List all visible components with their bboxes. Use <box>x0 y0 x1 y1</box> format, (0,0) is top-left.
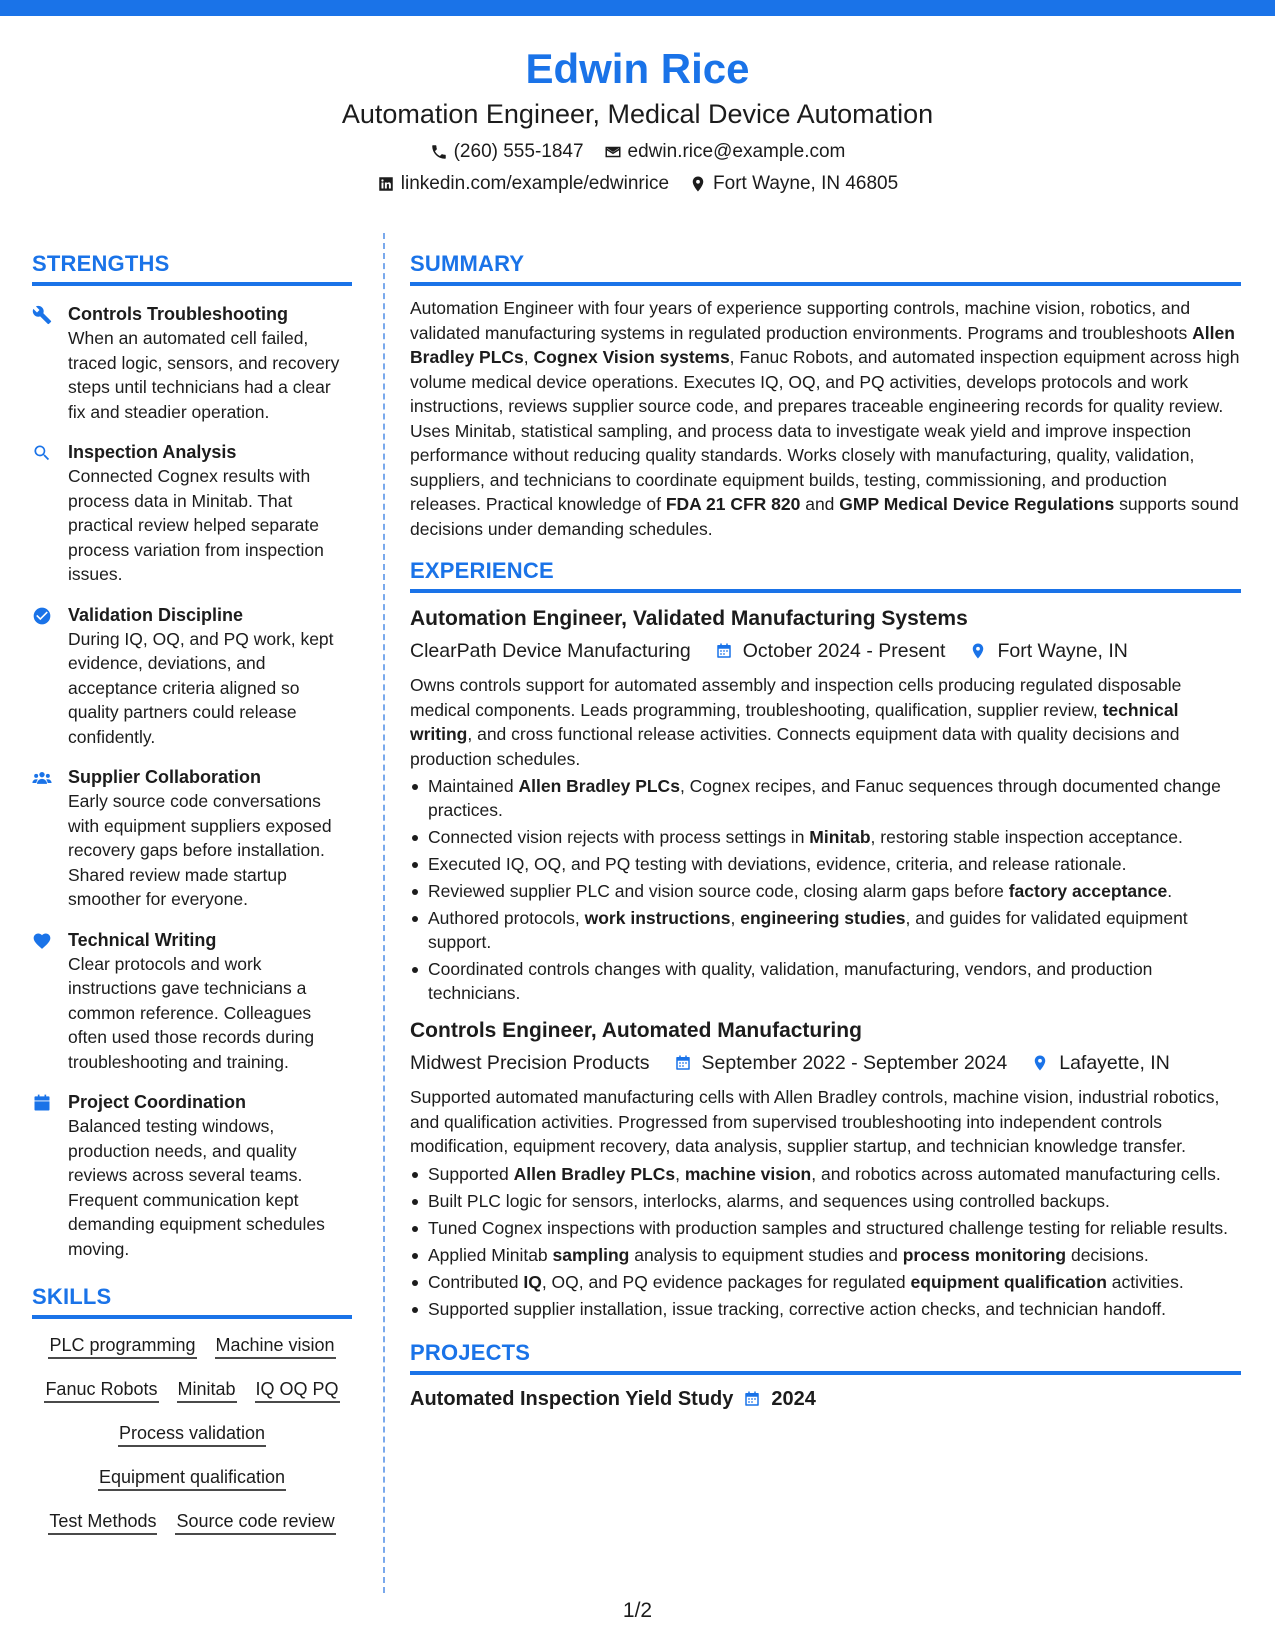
strength-item <box>32 603 352 750</box>
strength-text: When an automated cell failed, traced logic, sensors, and recovery steps until technicians had a clear fix and steadier operation. <box>68 328 340 422</box>
heart-icon <box>32 931 52 951</box>
map-pin-icon <box>969 642 987 660</box>
skill-tag: IQ OQ PQ <box>255 1377 340 1403</box>
phone-contact <box>430 140 584 164</box>
calendar-icon <box>715 642 733 660</box>
strength-title: Technical Writing <box>68 929 217 950</box>
skill-tag: Fanuc Robots <box>44 1377 158 1403</box>
strength-title: Controls Troubleshooting <box>68 304 288 324</box>
job-dates: October 2024 - Present <box>742 640 946 662</box>
job-bullet: Authored protocols, work instructions, engineering studies, and guides for validated equipment support. <box>410 906 1241 954</box>
left-column <box>32 250 352 1553</box>
strength-title: Project Coordination <box>68 1092 247 1112</box>
job-bullets <box>410 1162 1241 1321</box>
project-title: Automated Inspection Yield Study <box>410 1387 734 1410</box>
skills-rule <box>32 1315 352 1319</box>
strengths-list <box>32 302 352 1261</box>
column-divider <box>383 233 385 1593</box>
job-bullet: Supported Allen Bradley PLCs, machine vision, and robotics across automated manufacturing cells. <box>410 1162 1241 1186</box>
projects-rule <box>410 1371 1241 1375</box>
job-bullet: Tuned Cognex inspections with production samples and structured challenge testing for reliable results. <box>410 1216 1241 1240</box>
candidate-name: Edwin Rice <box>525 45 750 92</box>
job-company: ClearPath Device Manufacturing <box>410 640 691 662</box>
job-title: Controls Engineer, Automated Manufacturing <box>410 1019 862 1042</box>
resume-header <box>0 44 1275 196</box>
phone-icon <box>430 143 448 161</box>
contact-row-1 <box>0 140 1275 164</box>
skill-tag: Process validation <box>118 1421 266 1447</box>
strength-item <box>32 928 352 1075</box>
summary-rule <box>410 282 1241 286</box>
experience-rule <box>410 589 1241 593</box>
strength-text: Early source code conversations with equipment suppliers exposed recovery gaps before installation. Shared review made startup smoother for everyone. <box>68 791 332 909</box>
job-bullet: Reviewed supplier PLC and vision source code, closing alarm gaps before factory acceptance. <box>410 879 1241 903</box>
skill-tag: Source code review <box>175 1509 335 1535</box>
skill-row <box>32 1509 352 1535</box>
job-description: Supported automated manufacturing cells with Allen Bradley controls, machine vision, industrial robotics, and qualification activities. Progressed from supervised troubleshooting into independent controls modification, equipment recovery, data analysis, supplier startup, and technician knowledge transfer. <box>410 1087 1220 1156</box>
location-contact <box>689 172 898 196</box>
strength-text: During IQ, OQ, and PQ work, kept evidence, deviations, and acceptance criteria aligned so quality partners could release confidently. <box>68 628 334 747</box>
skill-tag: Test Methods <box>48 1509 157 1535</box>
summary-heading: SUMMARY <box>410 251 525 276</box>
location-text: Fort Wayne, IN 46805 <box>713 173 899 194</box>
envelope-icon <box>604 143 622 161</box>
strength-item <box>32 302 352 424</box>
check-circle-icon <box>32 606 52 626</box>
skill-tag: Equipment qualification <box>98 1465 286 1491</box>
email-text[interactable]: edwin.rice@example.com <box>627 141 846 162</box>
job-location: Lafayette, IN <box>1059 1052 1170 1074</box>
strengths-heading: STRENGTHS <box>32 251 170 276</box>
search-icon <box>32 443 52 463</box>
linkedin-icon <box>377 175 395 193</box>
contact-row-2 <box>0 172 1275 196</box>
skill-tag: Minitab <box>177 1377 237 1403</box>
users-icon <box>32 768 52 788</box>
strength-text: Connected Cognex results with process data in Minitab. That practical review helped separate process variation from inspection issues. <box>68 466 324 584</box>
calendar-icon <box>32 1093 52 1113</box>
strength-item <box>32 440 352 587</box>
candidate-title: Automation Engineer, Medical Device Automation <box>341 99 934 129</box>
job-entry <box>410 1017 1241 1321</box>
job-bullet: Built PLC logic for sensors, interlocks, alarms, and sequences using controlled backups. <box>410 1189 1241 1213</box>
job-bullet: Coordinated controls changes with quality, validation, manufacturing, vendors, and production technicians. <box>410 957 1241 1005</box>
strength-title: Inspection Analysis <box>68 442 237 462</box>
job-bullet: Applied Minitab sampling analysis to equipment studies and process monitoring decisions. <box>410 1243 1241 1267</box>
calendar-icon <box>674 1054 692 1072</box>
experience-heading: EXPERIENCE <box>410 558 554 583</box>
top-accent-bar <box>0 0 1275 16</box>
project-entry <box>410 1385 1241 1413</box>
job-bullet: Maintained Allen Bradley PLCs, Cognex recipes, and Fanuc sequences through documented change practices. <box>410 774 1241 822</box>
linkedin-contact[interactable] <box>377 172 669 196</box>
page-number: 1/2 <box>622 1599 653 1622</box>
skills-heading: SKILLS <box>32 1284 112 1309</box>
job-meta <box>410 1049 1241 1077</box>
job-location: Fort Wayne, IN <box>997 640 1128 662</box>
skill-row <box>32 1333 352 1359</box>
skill-row <box>32 1465 352 1491</box>
job-bullet: Supported supplier installation, issue tracking, corrective action checks, and technician handoff. <box>410 1297 1241 1321</box>
job-entry <box>410 605 1241 1005</box>
strength-item <box>32 765 352 912</box>
job-dates: September 2022 - September 2024 <box>701 1052 1008 1074</box>
projects-heading: PROJECTS <box>410 1339 531 1365</box>
job-company: Midwest Precision Products <box>410 1052 650 1074</box>
strength-item <box>32 1090 352 1261</box>
strength-text: Balanced testing windows, production needs, and quality reviews across several teams. Frequent communication kept demanding equipment schedules moving. <box>68 1116 325 1259</box>
job-title: Automation Engineer, Validated Manufacturing Systems <box>410 607 968 630</box>
skill-tag: Machine vision <box>215 1333 336 1359</box>
skills-list <box>32 1333 352 1535</box>
job-meta <box>410 637 1241 665</box>
map-pin-icon <box>689 175 707 193</box>
job-bullet: Contributed IQ, OQ, and PQ evidence packages for regulated equipment qualification activities. <box>410 1270 1241 1294</box>
skill-row <box>32 1377 352 1403</box>
email-contact[interactable] <box>604 140 846 164</box>
strength-text: Clear protocols and work instructions gave technicians a common reference. Colleagues often used those records during troubleshooting and training. <box>68 953 315 1072</box>
job-bullet: Executed IQ, OQ, and PQ testing with deviations, evidence, criteria, and release rationale. <box>410 852 1241 876</box>
job-description: Owns controls support for automated assembly and inspection cells producing regulated disposable medical components. Leads programming, troubleshooting, qualification, supplier review, technical writing, and cross functional release activities. Connects equipment data with quality decisions and production schedules. <box>410 675 1182 769</box>
strength-title: Validation Discipline <box>68 604 244 625</box>
skill-row <box>32 1421 352 1447</box>
strength-title: Supplier Collaboration <box>68 767 262 787</box>
summary-text: Automation Engineer with four years of experience supporting controls, machine vision, robotics, and validated manufacturing systems in regulated production environments. Programs and troubleshoots Allen Bradley PLCs, Cognex Vision systems, Fanuc Robots, and automated inspection equipment across high volume medical device operations. Executes IQ, OQ, and PQ activities, develops protocols and work instructions, reviews supplier source code, and prepares traceable engineering records for quality review. Uses Minitab, statistical sampling, and process data to investigate weak yield and improve inspection performance without reducing quality standards. Works closely with manufacturing, quality, validation, suppliers, and technicians to coordinate equipment builds, testing, commissioning, and production releases. Practical knowledge of FDA 21 CFR 820 and GMP Medical Device Regulations supports sound decisions under demanding schedules. <box>410 298 1240 539</box>
project-date: 2024 <box>771 1387 816 1410</box>
map-pin-icon <box>1031 1054 1049 1072</box>
calendar-icon <box>743 1390 761 1408</box>
phone-text: (260) 555-1847 <box>453 141 584 162</box>
right-column <box>410 250 1241 1413</box>
skill-tag: PLC programming <box>48 1333 196 1359</box>
strengths-rule <box>32 282 352 286</box>
job-bullet: Connected vision rejects with process settings in Minitab, restoring stable inspection acceptance. <box>410 825 1241 849</box>
wrench-icon <box>32 305 52 325</box>
job-bullets <box>410 774 1241 1005</box>
linkedin-text[interactable]: linkedin.com/example/edwinrice <box>400 173 670 194</box>
